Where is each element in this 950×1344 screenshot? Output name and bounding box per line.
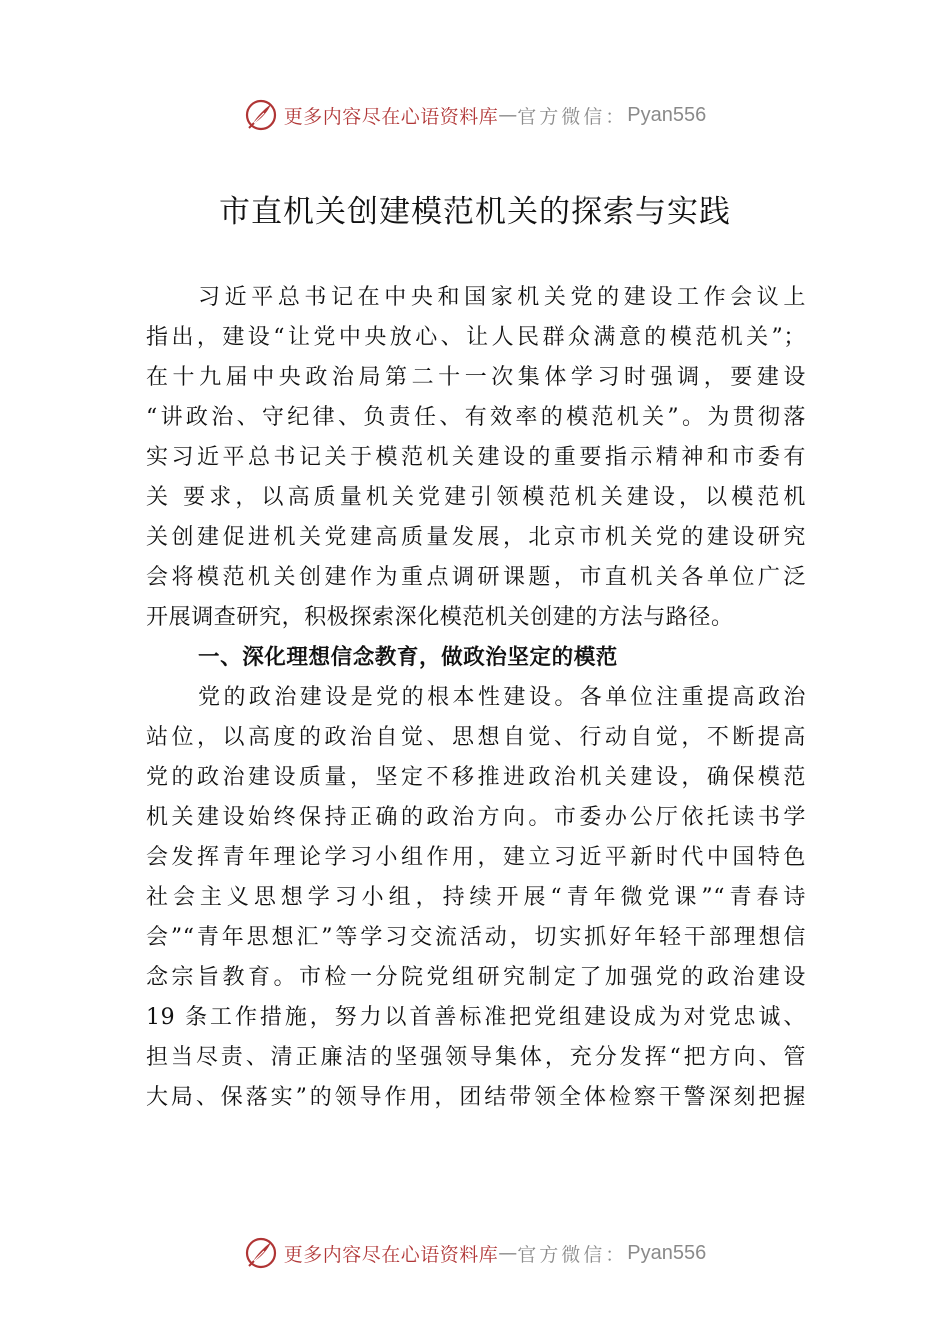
document-title: 市直机关创建模范机关的探索与实践 [219, 194, 731, 230]
text-line: 会发挥青年理论学习小组作用，建立习近平新时代中国特色 [146, 845, 806, 870]
text-line: 习近平总书记在中央和国家机关党的建设工作会议上 [198, 285, 806, 310]
header-watermark [0, 95, 950, 135]
text-line: “讲政治、守纪律、负责任、有效率的模范机关”。为贯彻落 [146, 405, 806, 430]
text-line: 担当尽责、清正廉洁的坚强领导集体，充分发挥“把方向、管 [146, 1045, 806, 1070]
text-line: 社会主义思想学习小组，持续开展“青年微党课”“青春诗 [146, 885, 806, 910]
paragraph-section1 [146, 678, 806, 1118]
text-line: 会将模范机关创建作为重点调研课题，市直机关各单位广泛 [146, 565, 806, 590]
text-line: 站位，以高度的政治自觉、思想自觉、行动自觉，不断提高 [146, 725, 806, 750]
text-line: 关 要求，以高质量机关党建引领模范机关建设，以模范机 [146, 485, 806, 510]
watermark-brand-text: 更多内容尽在心语资料库 [283, 105, 499, 128]
text-line: 会”“青年思想汇”等学习交流活动，切实抓好年轻干部理想信 [146, 925, 806, 950]
text-line: 开展调查研究，积极探索深化模范机关创建的方法与路径。 [146, 605, 734, 630]
section-heading: 一、深化理想信念教育，做政治坚定的模范 [198, 645, 618, 670]
text-line: 指出，建设“让党中央放心、让人民群众满意的模范机关”； [146, 325, 806, 350]
text-line: 念宗旨教育。市检一分院党组研究制定了加强党的政治建设 [146, 965, 806, 990]
watermark-label: 官方微信： [517, 105, 628, 128]
paragraph-intro [146, 278, 806, 638]
text-line: 大局、保落实”的领导作用，团结带领全体检察干警深刻把握 [146, 1085, 806, 1110]
text-line: 实习近平总书记关于模范机关建设的重要指示精神和市委有 [146, 445, 806, 470]
watermark-wechat-id: Pyan556 [627, 103, 707, 126]
watermark-separator: — [498, 104, 518, 126]
watermark-label: 官方微信： [517, 1243, 628, 1266]
text-line: 在十九届中央政治局第二十一次集体学习时强调，要建设 [146, 365, 806, 390]
document-body [146, 278, 806, 1118]
footer-watermark [0, 1233, 950, 1273]
text-line: 党的政治建设是党的根本性建设。各单位注重提高政治 [198, 685, 806, 710]
watermark-wechat-id: Pyan556 [627, 1241, 707, 1264]
text-line: 19 条工作措施，努力以首善标准把党组建设成为对党忠诚、 [146, 1005, 806, 1030]
text-line: 关创建促进机关党建高质量发展，北京市机关党的建设研究 [146, 525, 806, 550]
quill-pen-logo-icon [244, 1236, 278, 1270]
watermark-separator: — [498, 1242, 518, 1264]
watermark-brand-text: 更多内容尽在心语资料库 [283, 1243, 499, 1266]
quill-pen-logo-icon [244, 98, 278, 132]
text-line: 机关建设始终保持正确的政治方向。市委办公厅依托读书学 [146, 805, 806, 830]
text-line: 党的政治建设质量，坚定不移推进政治机关建设，确保模范 [146, 765, 806, 790]
